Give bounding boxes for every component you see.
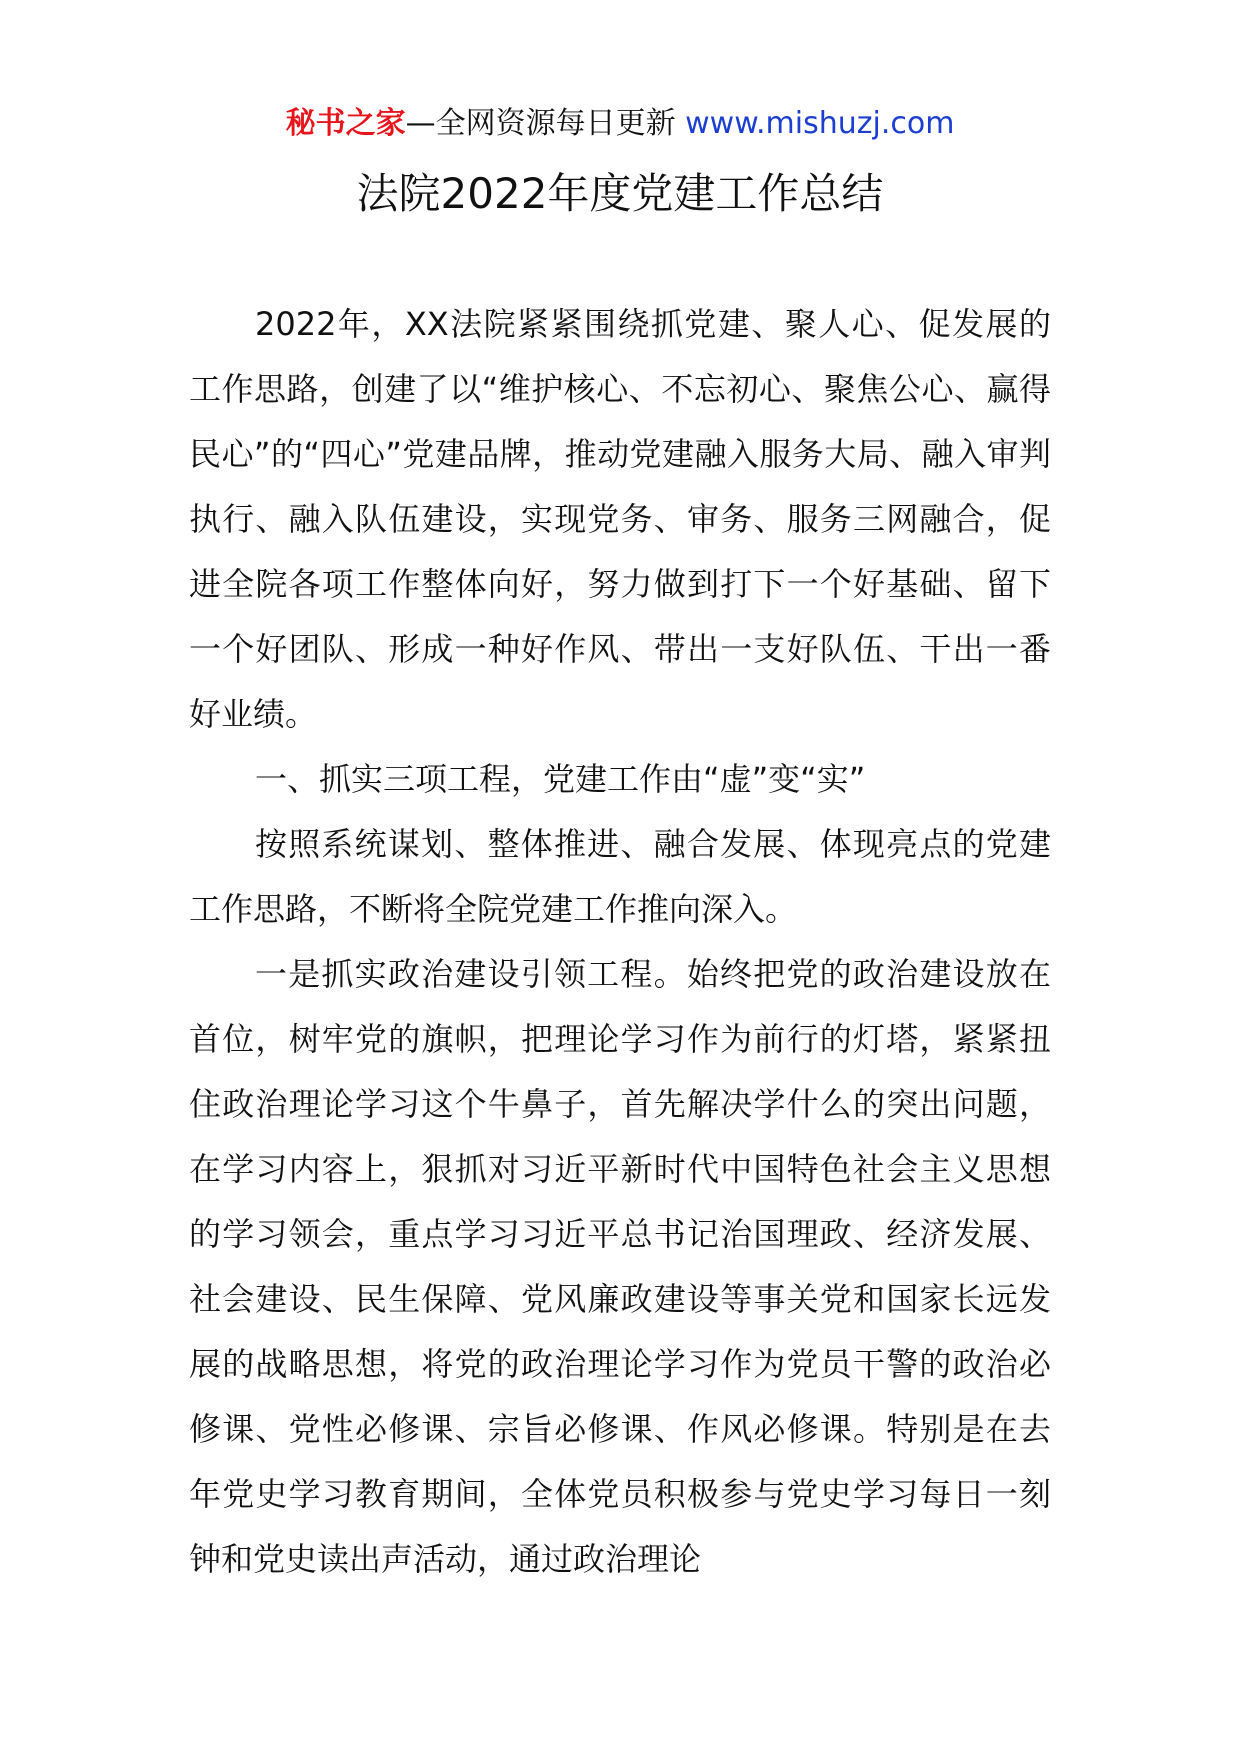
- paragraph-political-building: 一是抓实政治建设引领工程。始终把党的政治建设放在首位，树牢党的旗帜，把理论学习作为前行的灯塔，紧紧扭住政治理论学习这个牛鼻子，首先解决学什么的突出问题，在学习内容上，狠抓对习近平新时代中国特色社会主义思想的学习领会，重点学习习近平总书记治国理政、经济发展、社会建设、民生保障、党风廉政建设等事关党和国家长远发展的战略思想，将党的政治理论学习作为党员干警的政治必修课、党性必修课、宗旨必修课、作风必修课。特别是在去年党史学习教育期间，全体党员积极参与党史学习每日一刻钟和党史读出声活动，通过政治理论: [189, 955, 1051, 1578]
- section-heading-1: 一、抓实三项工程，党建工作由“虚”变“实”: [255, 760, 866, 798]
- watermark-header: [0, 102, 1240, 146]
- document-title: 法院2022年度党建工作总结: [356, 169, 884, 218]
- header-slogan: —全网资源每日更新: [405, 106, 686, 141]
- paragraph-section-overview: 按照系统谋划、整体推进、融合发展、体现亮点的党建工作思路，不断将全院党建工作推向深入。: [189, 825, 1051, 928]
- brand-name: 秘书之家: [285, 106, 406, 141]
- document-body: [189, 292, 1051, 1592]
- site-url-link[interactable]: www.mishuzj.com: [685, 106, 955, 141]
- paragraph-intro: 2022年，XX法院紧紧围绕抓党建、聚人心、促发展的工作思路，创建了以“维护核心、不忘初心、聚焦公心、赢得民心”的“四心”党建品牌，推动党建融入服务大局、融入审判执行、融入队伍建设，实现党务、审务、服务三网融合，促进全院各项工作整体向好，努力做到打下一个好基础、留下一个好团队、形成一种好作风、带出一支好队伍、干出一番好业绩。: [189, 305, 1051, 733]
